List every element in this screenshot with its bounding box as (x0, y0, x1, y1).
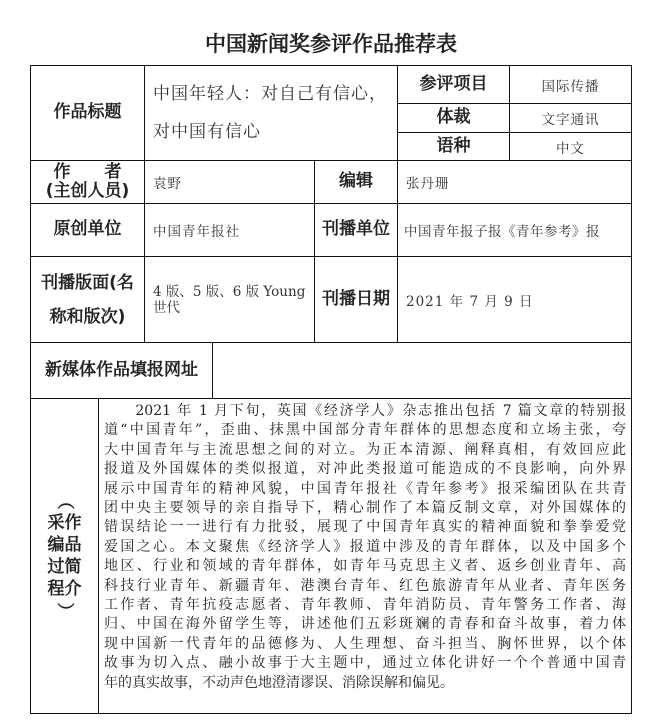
intro-text (104, 402, 626, 693)
label-text: 作 者 (53, 162, 122, 182)
label-text: 体裁 (436, 107, 471, 128)
value-text: 2021 年 7 月 9 日 (406, 293, 534, 310)
page-title: 中国新闻奖参评作品推荐表 (205, 32, 457, 56)
language-label (397, 132, 510, 161)
intro-line: 地区、行业和领域的青年群体，如青年马克思主义者、返乡创业青年、高 (104, 558, 626, 575)
new-media-label (30, 342, 213, 399)
intro-line: 大中国青年与主流思想之间的对立。为正本清源、阐释真相，有效回应此 (104, 441, 626, 458)
intro-line: 道“中国青年”，歪曲、抹黑中国部分青年群体的思想态度和立场主张，夸 (104, 422, 626, 439)
intro-line: 展示中国青年的精神风貌，中国青年报社《青年参考》报采编团队在共青 (104, 480, 626, 497)
intro-line: 团中央主要领导的亲自指导下，精心制作了本篇反制文章，对外国媒体的 (104, 500, 626, 517)
origin-unit-value (144, 203, 315, 257)
category-value (509, 65, 632, 104)
intro-line: 错误结论一一进行有力批驳，展现了中国青年真实的精神面貌和拳拳爱党 (104, 519, 626, 536)
layout-label (30, 256, 145, 343)
label-text: 刊播版面(名 (41, 272, 134, 293)
origin-unit-label (30, 203, 145, 257)
intro-line: 科技行业青年、新疆青年、港澳台青年、红色旅游青年从业者、青年医务 (104, 577, 626, 594)
label-text: 过简 (47, 557, 82, 577)
label-text: 作品标题 (53, 102, 122, 123)
genre-value (509, 103, 632, 133)
label-text: 原创单位 (53, 219, 122, 240)
date-label (314, 256, 398, 343)
label-text: 刊播单位 (322, 219, 390, 240)
label-text: 参评项目 (419, 73, 488, 94)
value-text: 中国青年报子报《青年参考》报 (404, 224, 600, 240)
label-text: 编品 (47, 535, 82, 555)
value-text: 袁野 (153, 176, 182, 192)
label-text: 程介 (47, 579, 82, 599)
label-text: 语种 (436, 135, 471, 156)
publish-unit-value (397, 203, 632, 257)
intro-line: 爱国之心。本文聚焦《经济学人》报道中涉及的青年群体，以及中国多个 (104, 538, 626, 555)
intro-line: 归、中国在海外留学生等，讲述他们五彩斑斓的青春和奋斗故事，着力体 (104, 616, 626, 633)
language-value (509, 132, 632, 161)
label-text: (主创人员) (45, 181, 130, 201)
value-text: 世代 (153, 299, 180, 316)
value-text: 张丹珊 (406, 176, 450, 192)
author-value (144, 160, 315, 204)
work-title-value (144, 65, 398, 161)
value-text: 4 版、5 版、6 版 Young (153, 283, 306, 300)
date-value (397, 256, 632, 343)
intro-line: 工作者、青年抗疫志愿者、青年教师、青年消防员、青年警务工作者、海 (104, 597, 626, 614)
value-text: 文字通讯 (541, 112, 600, 128)
work-title-line: 对中国有信心 (153, 122, 261, 142)
intro-line: 现中国新一代青年的品德修为、人生理想、奋斗担当、胸怀世界，以个体 (104, 635, 626, 652)
label-text: 编辑 (339, 171, 373, 192)
intro-label (30, 398, 99, 714)
editor-value (397, 160, 632, 204)
value-text: 国际传播 (541, 78, 600, 95)
intro-line: 2021 年 1 月下旬，英国《经济学人》杂志推出包括 7 篇文章的特别报 (104, 403, 626, 419)
work-title-label (30, 65, 145, 161)
genre-label (397, 103, 510, 133)
editor-label (314, 160, 398, 204)
value-text: 中文 (556, 140, 585, 157)
author-label (30, 160, 145, 204)
label-text: 采作 (47, 513, 82, 533)
intro-line: 报道及外国媒体的类似报道，对冲此类报道可能造成的不良影响，向外界 (104, 461, 626, 478)
work-title-line: 中国年轻人：对自己有信心， (153, 84, 387, 104)
publish-unit-label (314, 203, 398, 257)
label-text: 称和版次) (49, 306, 126, 327)
layout-value (144, 256, 315, 343)
intro-line: 年的真实故事，不动声色地澄清谬误、消除误解和偏见。 (104, 674, 454, 691)
label-text: 刊播日期 (322, 288, 390, 309)
label-text: （ (54, 492, 75, 510)
category-label (397, 65, 510, 104)
value-text: 中国青年报社 (153, 224, 240, 240)
label-text: ） (54, 602, 75, 620)
new-media-url-value[interactable] (212, 342, 632, 399)
intro-line: 故事为切入点、融小故事于大主题中，通过立体化讲好一个个普通中国青 (104, 655, 626, 672)
label-text: 新媒体作品填报网址 (45, 359, 198, 380)
